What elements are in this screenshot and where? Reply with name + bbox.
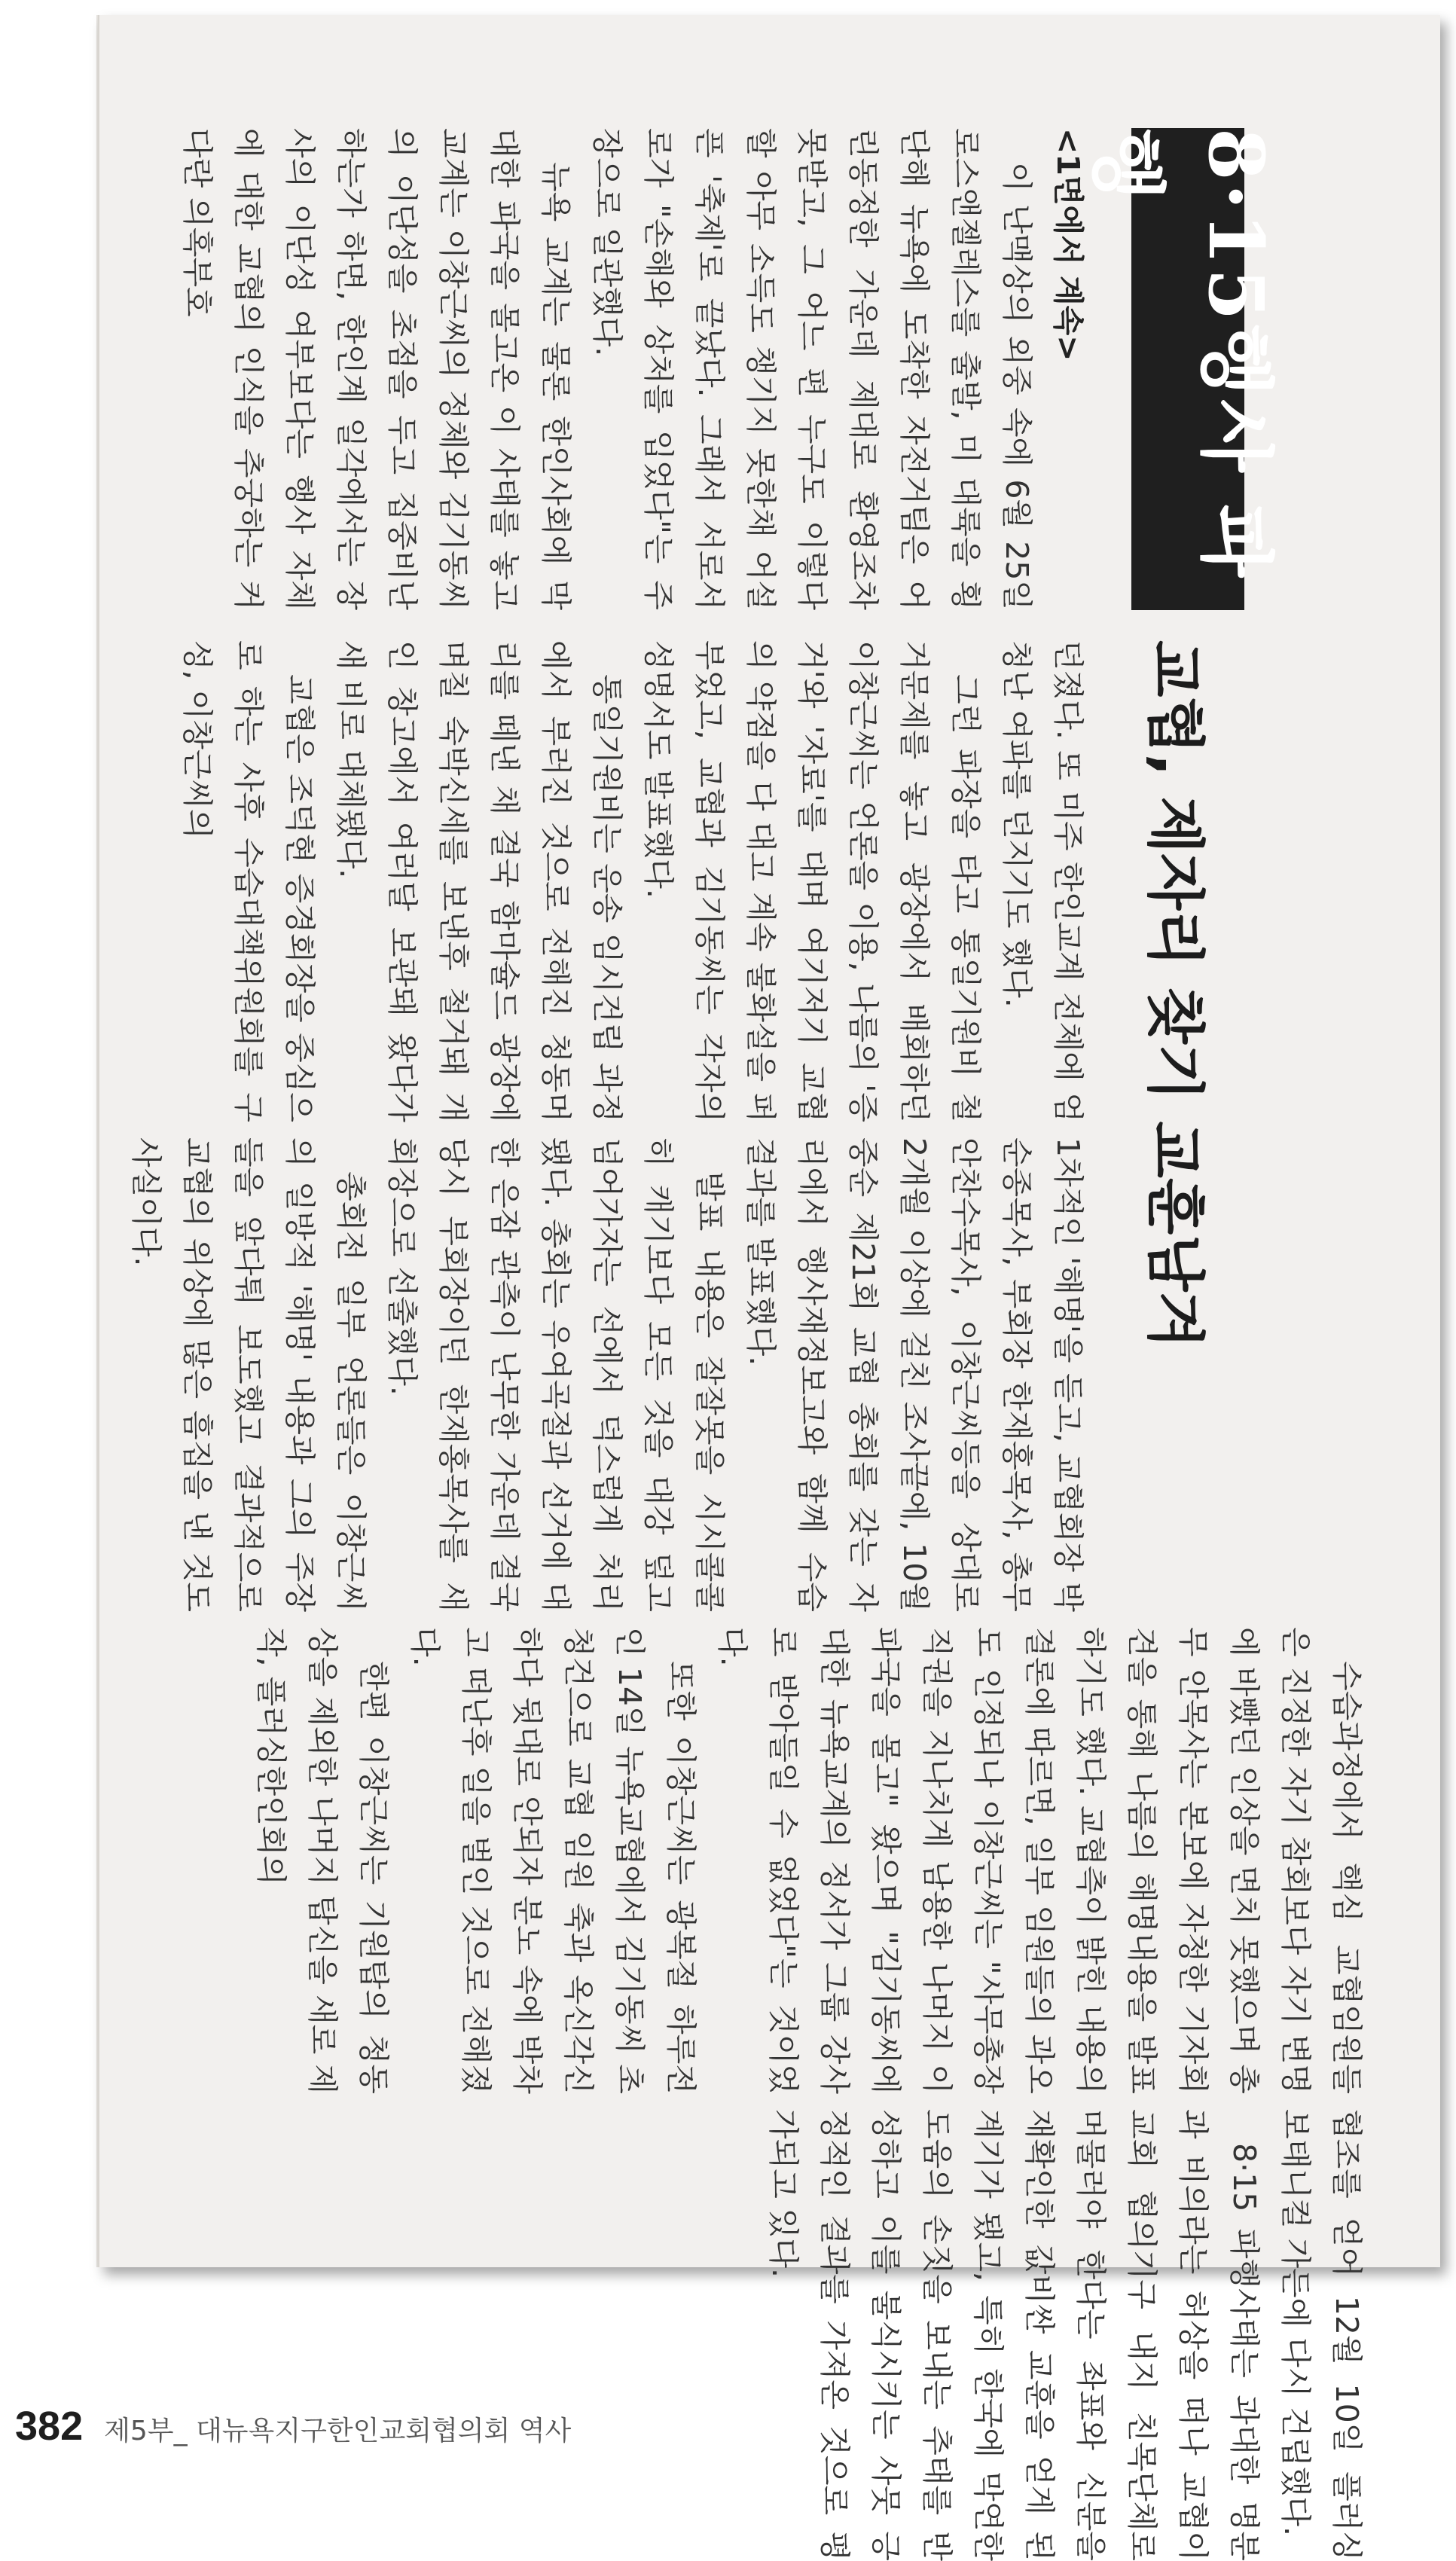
paragraph: 8·15 파행사태는 과대한 명분과 비의라는 허상을 떠나 교협이 교회 협의기구 내지 친목단체로 머물러야 한다는 좌표와 신분을 재확인한 값비싼 교훈을 얻게 된 계기가 됐고, 특히 한국에 막연한 도움의 손짓을 보내는 추태를 반성하고 이를 불식시키는 사뭇 긍정적인 결과를 가져온 것으로 평가되고 있다. [765,2109,1262,2561]
continued-label: <1면에서 계속> [1050,128,1086,362]
paragraph: 뉴욕 교계는 물론 한인사회에 막대한 파국을 몰고온 이 사태를 놓고 교계는 이창근씨의 정체와 김기동씨의 이단성을 초점을 두고 집중비난하는가 하면, 한인계 일각에서는 장사의 이단성 여부보다는 행사 자체에 대한 교협의 인식을 추궁하는 커다란 의혹부호 [179,128,574,610]
article-column-2 [179,640,1094,1122]
paragraph: 교협은 조덕현 증경회장을 중심으로 하는 사후 수습대책위원회를 구성, 이창근씨의 [179,640,318,1122]
running-title: 제5부_ 대뉴욕지구한인교회협의회 역사 [104,2416,572,2447]
paragraph: 그런 파장을 타고 통일기원비 철거문제를 놓고 광장에서 배회하던 이창근씨는 언론을 이용, 나름의 '증거'와 '자료'를 대며 여기저기 교협의 약점을 다 대고 계속 불화설을 퍼부었고, 교협과 김기동씨는 각자의 성명서도 발표했다. [640,640,984,1122]
subheadline: 교협, 제자리 찾기 교훈남겨 [1140,640,1208,1348]
paragraph: 협조를 얻어 12월 10일 플러싱 보태니컬 가든에 다시 건립했다. [1277,2109,1365,2561]
paragraph: 1차적인 '해명'을 듣고, 교협회장 박순종목사, 부회장 한재홍목사, 총무 안찬수목사, 이창근씨등을 상대로 2개월 이상에 걸친 조사끝에, 10월중순 제21회 교협 총회를 갖는 자리에서 행사재정보고와 함께 수습결과를 발표했다. [743,1137,1086,1612]
headline: 8·15행사 파행 [1131,128,1244,610]
paragraph: 이 난맥상의 외중 속에 6월 25일 로스앤젤레스를 출발, 미 대륙을 횡단해 뉴욕에 도착한 자전거팀은 어린동정한 가운데 제대로 환영조차 못받고, 그 어느 편 누구도 이렇다 할 아무 소득도 챙기지 못한채 어설픈 '축제'로 끝났다. 그래서 서로서로가 "손해와 상처를 입었다"는 주장으로 일관했다. [589,128,1035,610]
article-column-4 [253,1627,1372,2094]
paragraph: 통일기원비는 운송 임시건립 과정에서 부러진 것으로 전해진 청동머리를 떼낸 채 결국 함마슐드 광장에 며칠 숙박신세를 보낸후 철거돼 개인 창고에서 여러달 보관돼 왔다가 새 비로 대체됐다. [333,640,625,1122]
article-column-5 [340,2109,1372,2561]
page-number: 382 [15,2404,84,2449]
paragraph: 발표 내용은 잘잘못을 시시콜콜히 캐기보다 모든 것을 대강 덮고 넘어가자는 선에서 덕스럽게 처리됐다. 총회는 우여곡절과 선거에 대한 은잠 관측이 난무한 가운데 결국 당시 부회장이던 한재홍목사를 새 회장으로 선출했다. [384,1137,728,1612]
paragraph: 또한 이창근씨는 광복절 하루전인 14일 뉴욕교협에서 김기동씨 초청건으로 교협 임원 축과 옥신각신하다 뒷대로 안되자 분노 속에 박차고 떠난후 일을 벌인 것으로 전해졌다. [407,1627,699,2094]
paragraph: 한편 이창근씨는 기원탑의 청동상을 제외한 나머지 탑신을 새로 제작, 플러싱한인회의 [253,1627,392,2094]
article-column-1 [179,128,1094,610]
paragraph: 총회전 일부 언론들은 이창근씨의 일방적 '해명' 내용과 그의 주장들을 앞다퉈 보도했고 결과적으로 교협의 위상에 많은 흠집을 낸 것도 사실이다. [128,1137,369,1612]
paragraph: 던졌다. 또 미주 한인교계 전체에 엄청난 여파를 던지기도 했다. [999,640,1086,1122]
page-footer [15,2403,571,2448]
paragraph: 수습과정에서 핵심 교협임원들은 진정한 자기 참회보다 자기 변명에 바빴던 인상을 면치 못했으며 총무 안목사는 본보에 자청한 기자회견을 통해 나름의 해명내용을 발표하기도 했다. 교협측이 밝힌 내용의 결론에 따르면, 일부 임원들의 과오도 인정되나 이창근씨는 "사무총장 직권을 지나치게 남용한 나머지 이 파국을 몰고" 왔으며 "김기동씨에 대한 뉴욕교계의 정서가 그룹 강사로 받아들일 수 없었다"는 것이었다. [714,1627,1365,2094]
article-column-3 [128,1137,1094,1612]
